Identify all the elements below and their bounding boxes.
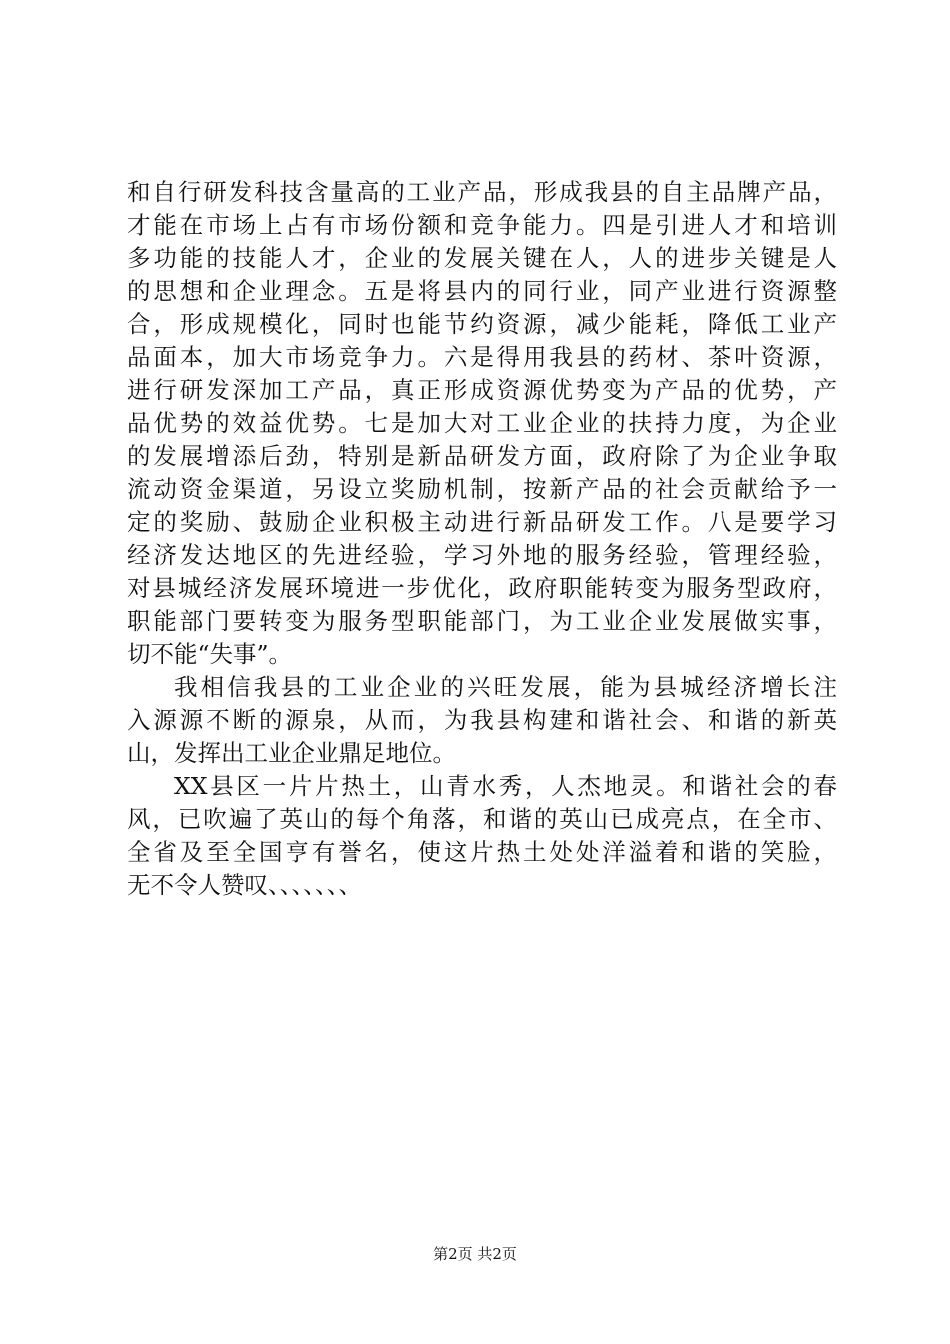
text-line: XX县区一片片热土，山青水秀，人杰地灵。和谐社会的春: [174, 772, 837, 800]
text-line: 和自行研发科技含量高的工业产品，形成我县的自主品牌产品，: [127, 178, 837, 206]
text-line: 对县城经济发展环境进一步优化，政府职能转变为服务型政府，: [127, 574, 837, 602]
text-line: 才能在市场上占有市场份额和竞争能力。四是引进人才和培训: [127, 211, 837, 239]
document-body: [127, 176, 837, 902]
text-line: 合，形成规模化，同时也能节约资源，减少能耗，降低工业产: [127, 310, 837, 338]
text-line: 多功能的技能人才，企业的发展关键在人，人的进步关键是人: [127, 244, 837, 272]
text-line: 职能部门要转变为服务型职能部门，为工业企业发展做实事，: [127, 607, 837, 635]
text-line: 山，发挥出工业企业鼎足地位。: [127, 739, 456, 767]
text-line: 的发展增添后劲，特别是新品研发方面，政府除了为企业争取: [127, 442, 837, 470]
text-line: 定的奖励、鼓励企业积极主动进行新品研发工作。八是要学习: [127, 508, 837, 536]
text-line: 切不能“失事”。: [127, 640, 293, 668]
text-line: 无不令人赞叹、、、、、、、: [127, 871, 362, 899]
text-line: 入源源不断的源泉，从而，为我县构建和谐社会、和谐的新英: [127, 706, 837, 734]
text-line: 品面本，加大市场竞争力。六是得用我县的药材、茶叶资源，: [127, 343, 837, 371]
text-line: 经济发达地区的先进经验，学习外地的服务经验，管理经验，: [127, 541, 837, 569]
text-line: 流动资金渠道，另设立奖励机制，按新产品的社会贡献给予一: [127, 475, 837, 503]
text-line: 我相信我县的工业企业的兴旺发展，能为县城经济增长注: [174, 673, 837, 701]
page-number-footer: 第2页 共2页: [433, 1245, 517, 1263]
text-line: 的思想和企业理念。五是将县内的同行业，同产业进行资源整: [127, 277, 837, 305]
text-line: 进行研发深加工产品，真正形成资源优势变为产品的优势，产: [127, 376, 837, 404]
text-line: 全省及至全国亨有誉名，使这片热土处处洋溢着和谐的笑脸，: [127, 838, 837, 866]
text-line: 品优势的效益优势。七是加大对工业企业的扶持力度，为企业: [127, 409, 837, 437]
text-line: 风，已吹遍了英山的每个角落，和谐的英山已成亮点，在全市、: [127, 805, 837, 833]
